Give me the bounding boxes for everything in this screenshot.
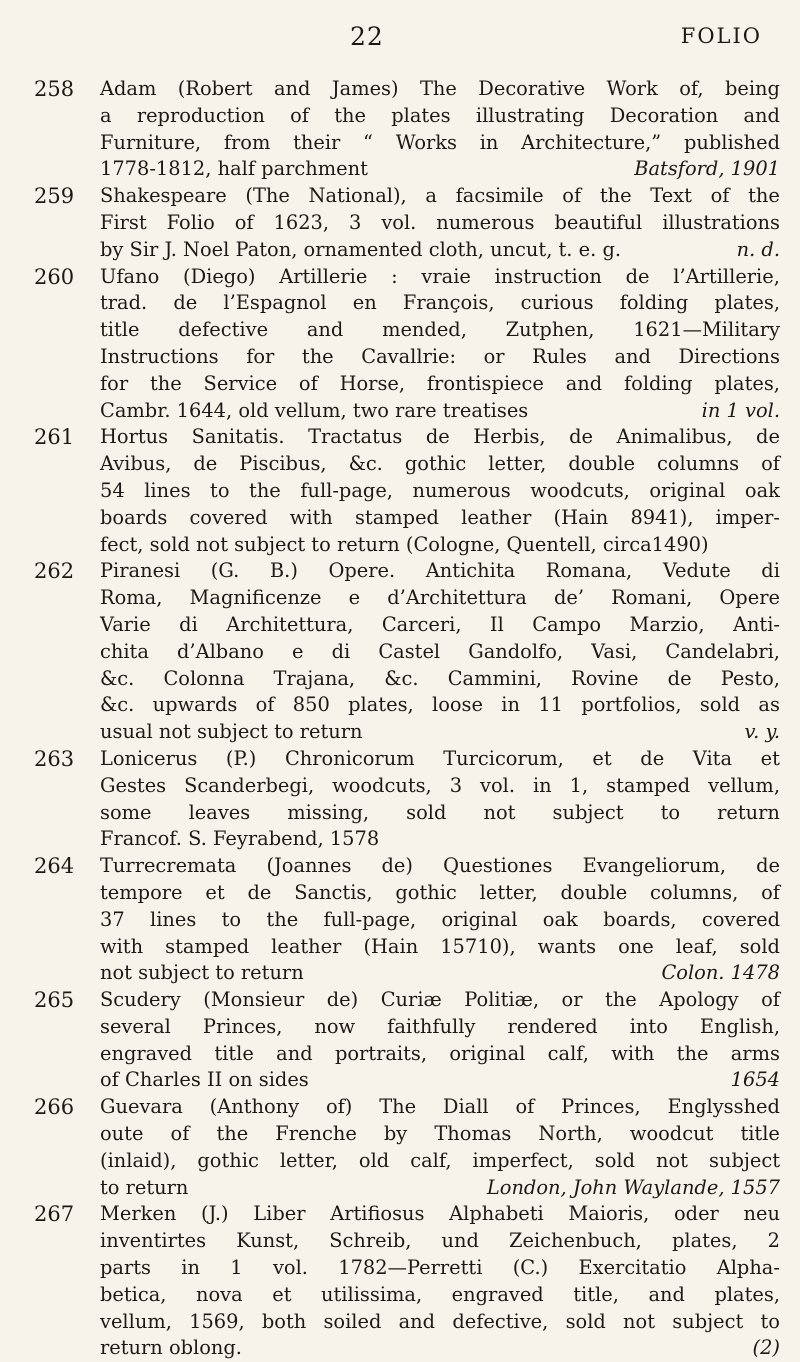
lot-description-line: Shakespeare (The National), a facsimile of the Text of the (100, 184, 780, 208)
lot-number: 263 (34, 746, 75, 771)
lot-description-line: oute of the Frenche by Thomas North, woodcut title (100, 1122, 780, 1146)
lot-description-line: betica, nova et utilissima, engraved title, and plates, (100, 1282, 780, 1306)
lot-description-line: engraved title and portraits, original calf, with the arms (100, 1041, 780, 1065)
lot-description-line: with stamped leather (Hain 15710), wants one leaf, sold (100, 934, 780, 958)
lot-description-line: trad. de l’Espagnol en François, curious folding plates, (100, 291, 780, 315)
lot-description-line: Scudery (Monsieur de) Curiæ Politiæ, or the Apology of (100, 988, 780, 1012)
lot-description-line: Adam (Robert and James) The Decorative Work of, being (100, 77, 780, 100)
lot-description-line: not subject to return Colon. 1478 (100, 961, 780, 985)
lot-description-line: Francof. S. Feyrabend, 1578 (100, 827, 380, 851)
lot-description-line: 1778-1812, half parchment Batsford, 1901 (100, 157, 780, 181)
lot-description-line: Avibus, de Piscibus, &c. gothic letter, double columns of (100, 452, 780, 476)
lot-description-line: 37 lines to the full-page, original oak boards, covered (100, 907, 780, 931)
lot-description-line: Cambr. 1644, old vellum, two rare treatises in 1 vol. (100, 398, 780, 422)
lot-number: 262 (34, 559, 75, 584)
lot-description-line: Turrecremata (Joannes de) Questiones Evangeliorum, de (100, 854, 780, 878)
lot-entry (34, 1201, 780, 1362)
lot-description-line: a reproduction of the plates illustrating Decoration and (100, 103, 780, 127)
lot-number: 260 (34, 264, 75, 289)
lot-description-line: return oblong. (2) (100, 1336, 780, 1360)
lot-description-line: 54 lines to the full-page, numerous woodcuts, original oak (100, 478, 780, 502)
lot-description-line: title defective and mended, Zutphen, 1621—Military (100, 318, 780, 342)
lot-number: 264 (34, 854, 75, 879)
lot-description-line: Piranesi (G. B.) Opere. Antichita Romana, Vedute di (100, 559, 780, 583)
lot-description-line: &c. Colonna Trajana, &c. Cammini, Rovine de Pesto, (100, 666, 780, 690)
lot-number: 265 (34, 988, 75, 1013)
lot-description-line: First Folio of 1623, 3 vol. numerous beautiful illustrations (100, 210, 780, 234)
lot-entry (34, 1094, 780, 1201)
lot-description-line: Roma, Magnificenze e d’Architettura de’ Romani, Opere (100, 586, 780, 610)
lot-description-line: inventirtes Kunst, Schreib, und Zeichenbuch, plates, 2 (100, 1229, 780, 1253)
lot-description-line: vellum, 1569, both soiled and defective, sold not subject to (100, 1309, 780, 1333)
lot-entry (34, 76, 780, 183)
lot-description-line: Furniture, from their “ Works in Architecture,” published (100, 130, 780, 154)
page-header (0, 22, 800, 56)
page-number: 22 (350, 22, 384, 51)
lot-description-line: several Princes, now faithfully rendered into English, (100, 1014, 780, 1038)
lot-description-line: Hortus Sanitatis. Tractatus de Herbis, de Animalibus, de (100, 425, 780, 449)
lot-entry (34, 853, 780, 987)
lot-description-line: of Charles II on sides 1654 (100, 1068, 780, 1092)
lot-description-line: chita d’Albano e di Castel Gandolfo, Vasi, Candelabri, (100, 639, 780, 663)
lot-description-line: &c. upwards of 850 plates, loose in 11 portfolios, sold as (100, 693, 780, 717)
lot-description-line: Instructions for the Cavallrie: or Rules and Directions (100, 344, 780, 368)
lot-number: 261 (34, 425, 75, 450)
lot-entry (34, 987, 780, 1094)
lot-entry (34, 746, 780, 853)
lot-entry (34, 424, 780, 558)
lot-description-line: Gestes Scanderbegi, woodcuts, 3 vol. in 1, stamped vellum, (100, 773, 780, 797)
lot-description-line: boards covered with stamped leather (Hain 8941), imper- (100, 505, 780, 529)
section-title: FOLIO (680, 24, 762, 48)
lot-description-line: Guevara (Anthony of) The Diall of Princes, Englysshed (100, 1095, 780, 1119)
lot-description-line: usual not subject to return v. y. (100, 720, 780, 744)
lot-entry (34, 183, 780, 263)
lot-description-line: Merken (J.) Liber Artifiosus Alphabeti Maioris, oder neu (100, 1202, 780, 1226)
lot-description-line: (inlaid), gothic letter, old calf, imperfect, sold not subject (100, 1148, 780, 1172)
lot-description-line: for the Service of Horse, frontispiece and folding plates, (100, 371, 780, 395)
lot-entry (34, 264, 780, 425)
lot-description-line: tempore et de Sanctis, gothic letter, double columns, of (100, 880, 780, 904)
lot-number: 267 (34, 1202, 75, 1227)
lot-description-line: parts in 1 vol. 1782—Perretti (C.) Exercitatio Alpha- (100, 1256, 780, 1280)
lot-description-line: Ufano (Diego) Artillerie : vraie instruction de l’Artillerie, (100, 264, 780, 288)
lot-entry (34, 558, 780, 746)
lot-number: 258 (34, 77, 75, 101)
lot-description-line: fect, sold not subject to return (Cologne, Quentell, circa1490) (100, 532, 709, 556)
lot-number: 266 (34, 1095, 75, 1120)
lot-description-line: by Sir J. Noel Paton, ornamented cloth, uncut, t. e. g. n. d. (100, 237, 780, 261)
lot-list (34, 76, 780, 1362)
lot-description-line: some leaves missing, sold not subject to return (100, 800, 780, 824)
lot-description-line: Lonicerus (P.) Chronicorum Turcicorum, et de Vita et (100, 746, 780, 770)
lot-description-line: Varie di Architettura, Carceri, Il Campo Marzio, Anti- (100, 612, 780, 636)
lot-number: 259 (34, 184, 75, 209)
lot-description-line: to return London, John Waylande, 1557 (100, 1175, 780, 1199)
